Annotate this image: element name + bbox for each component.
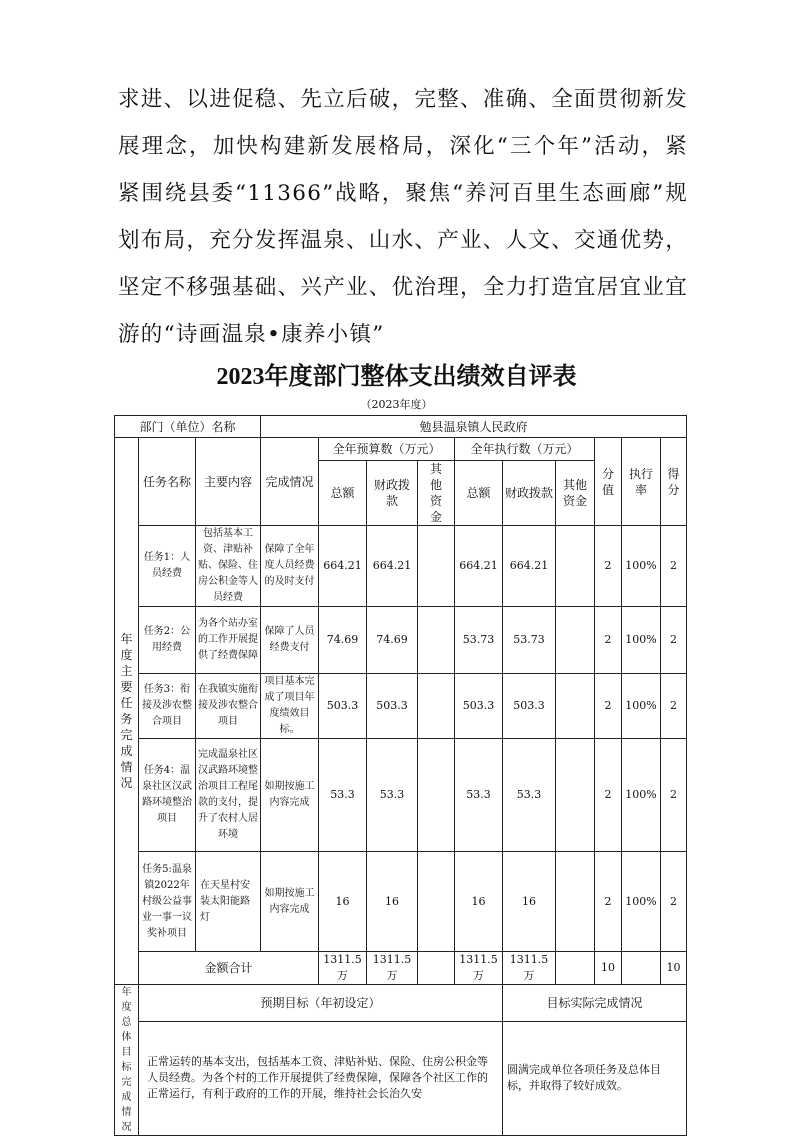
task-name: 任务5:温泉镇2022年村级公益事业一事一议奖补项目 (139, 852, 196, 952)
document-title: 2023年度部门整体支出绩效自评表 (216, 364, 577, 390)
exec-rate: 100% (622, 739, 661, 852)
dept-label: 部门（单位）名称 (115, 416, 261, 438)
table-row (115, 607, 687, 674)
header-budget-other: 其他资金 (418, 461, 455, 526)
budget-total: 74.69 (319, 607, 367, 674)
budget-total: 53.3 (319, 739, 367, 852)
actual-other (556, 852, 595, 952)
task-content: 在我镇实施衔接及涉农整合项目 (196, 674, 261, 739)
total-label: 金额合计 (139, 952, 319, 985)
budget-total: 664.21 (319, 526, 367, 607)
score: 2 (661, 674, 687, 739)
budget-other (418, 852, 455, 952)
task-completion: 保障了全年度人员经费的及时支付 (261, 526, 319, 607)
task-completion: 如期按施工内容完成 (261, 739, 319, 852)
header-actual-other: 其他资金 (556, 461, 595, 526)
budget-fiscal: 16 (367, 852, 418, 952)
actual-fiscal: 53.73 (503, 607, 556, 674)
intro-paragraph: 求进、以进促稳、先立后破，完整、准确、全面贯彻新发展理念，加快构建新发展格局，深化“三个年”活动，紧紧围绕县委“11366”战略，聚焦“养河百里生态画廊”规划布局，充分发挥温泉、山水、产业、人文、交通优势，坚定不移强基础、兴产业、优治理，全力打造宜居宜业宜游的“诗画温泉•康养小镇” (118, 87, 689, 347)
header-actual-fiscal: 财政拨款 (503, 461, 556, 526)
task-completion: 保障了人员经费支付 (261, 607, 319, 674)
total-actual-fiscal: 1311.5万 (503, 952, 556, 985)
header-score: 得分 (661, 438, 687, 526)
header-score-value: 分值 (595, 438, 622, 526)
section-goals-label: 年度总体目标完成情况 (115, 985, 139, 1136)
dept-value: 勉县温泉镇人民政府 (261, 416, 687, 438)
task-content: 在天星村安装太阳能路灯 (196, 852, 261, 952)
score: 2 (661, 607, 687, 674)
task-content: 完成温泉社区汉武路环境整治项目工程尾款的支付，提升了农村人居环境 (196, 739, 261, 852)
budget-other (418, 739, 455, 852)
exec-rate: 100% (622, 607, 661, 674)
actual-other (556, 674, 595, 739)
total-score-value: 10 (595, 952, 622, 985)
budget-other (418, 674, 455, 739)
table-row (115, 739, 687, 852)
header-completion: 完成情况 (261, 438, 319, 526)
actual-fiscal: 16 (503, 852, 556, 952)
actual-total: 503.3 (455, 674, 503, 739)
score: 2 (661, 739, 687, 852)
document-subtitle: （2023年度） (360, 398, 433, 411)
header-rate: 执行率 (622, 438, 661, 526)
actual-other (556, 739, 595, 852)
actual-total: 664.21 (455, 526, 503, 607)
actual-fiscal: 503.3 (503, 674, 556, 739)
performance-table (114, 415, 687, 1136)
table-row (115, 526, 687, 607)
total-budget-fiscal: 1311.5万 (367, 952, 418, 985)
actual-other (556, 526, 595, 607)
header-budget-total: 总额 (319, 461, 367, 526)
budget-fiscal: 74.69 (367, 607, 418, 674)
budget-fiscal: 664.21 (367, 526, 418, 607)
actual-fiscal: 664.21 (503, 526, 556, 607)
task-name: 任务2：公用经费 (139, 607, 196, 674)
exec-rate: 100% (622, 852, 661, 952)
budget-total: 16 (319, 852, 367, 952)
header-actual-total: 总额 (455, 461, 503, 526)
actual-other (556, 607, 595, 674)
budget-total: 503.3 (319, 674, 367, 739)
task-content: 为各个站办室的工作开展提供了经费保障 (196, 607, 261, 674)
score: 2 (661, 526, 687, 607)
total-score: 10 (661, 952, 687, 985)
task-name: 任务1：人员经费 (139, 526, 196, 607)
table-row (115, 674, 687, 739)
task-name: 任务3：衔接及涉农整合项目 (139, 674, 196, 739)
score-value: 2 (595, 526, 622, 607)
section-tasks-label: 年度主要任务完成情况 (115, 438, 139, 985)
task-content: 包括基本工资、津贴补贴、保险、住房公积金等人员经费 (196, 526, 261, 607)
total-budget-total: 1311.5万 (319, 952, 367, 985)
actual-total: 53.3 (455, 739, 503, 852)
budget-other (418, 526, 455, 607)
total-row (115, 952, 687, 985)
score-value: 2 (595, 852, 622, 952)
goal-actual-text: 圆满完成单位各项任务及总体目标，并取得了较好成效。 (503, 1021, 687, 1135)
table-row (115, 852, 687, 952)
header-budget-fiscal: 财政拨款 (367, 461, 418, 526)
goal-expected-text: 正常运转的基本支出，包括基本工资、津贴补贴、保险、住房公积金等人员经费。为各个村的工作开展提供了经费保障，保障各个社区工作的正常运行，有利于政府的工作的开展，维持社会长治久安 (139, 1021, 503, 1135)
goal-actual-header: 目标实际完成情况 (503, 985, 687, 1022)
header-actual: 全年执行数（万元） (455, 438, 595, 461)
score: 2 (661, 852, 687, 952)
task-completion: 项目基本完成了项目年度绩效目标。 (261, 674, 319, 739)
header-budget: 全年预算数（万元） (319, 438, 455, 461)
header-task-name: 任务名称 (139, 438, 196, 526)
total-actual-total: 1311.5万 (455, 952, 503, 985)
actual-total: 53.73 (455, 607, 503, 674)
header-content: 主要内容 (196, 438, 261, 526)
actual-fiscal: 53.3 (503, 739, 556, 852)
score-value: 2 (595, 607, 622, 674)
exec-rate: 100% (622, 674, 661, 739)
score-value: 2 (595, 739, 622, 852)
goal-expected-header: 预期目标（年初设定） (139, 985, 503, 1022)
budget-fiscal: 53.3 (367, 739, 418, 852)
exec-rate: 100% (622, 526, 661, 607)
task-name: 任务4：温泉社区汉武路环境整治项目 (139, 739, 196, 852)
actual-total: 16 (455, 852, 503, 952)
task-completion: 如期按施工内容完成 (261, 852, 319, 952)
budget-fiscal: 503.3 (367, 674, 418, 739)
budget-other (418, 607, 455, 674)
score-value: 2 (595, 674, 622, 739)
